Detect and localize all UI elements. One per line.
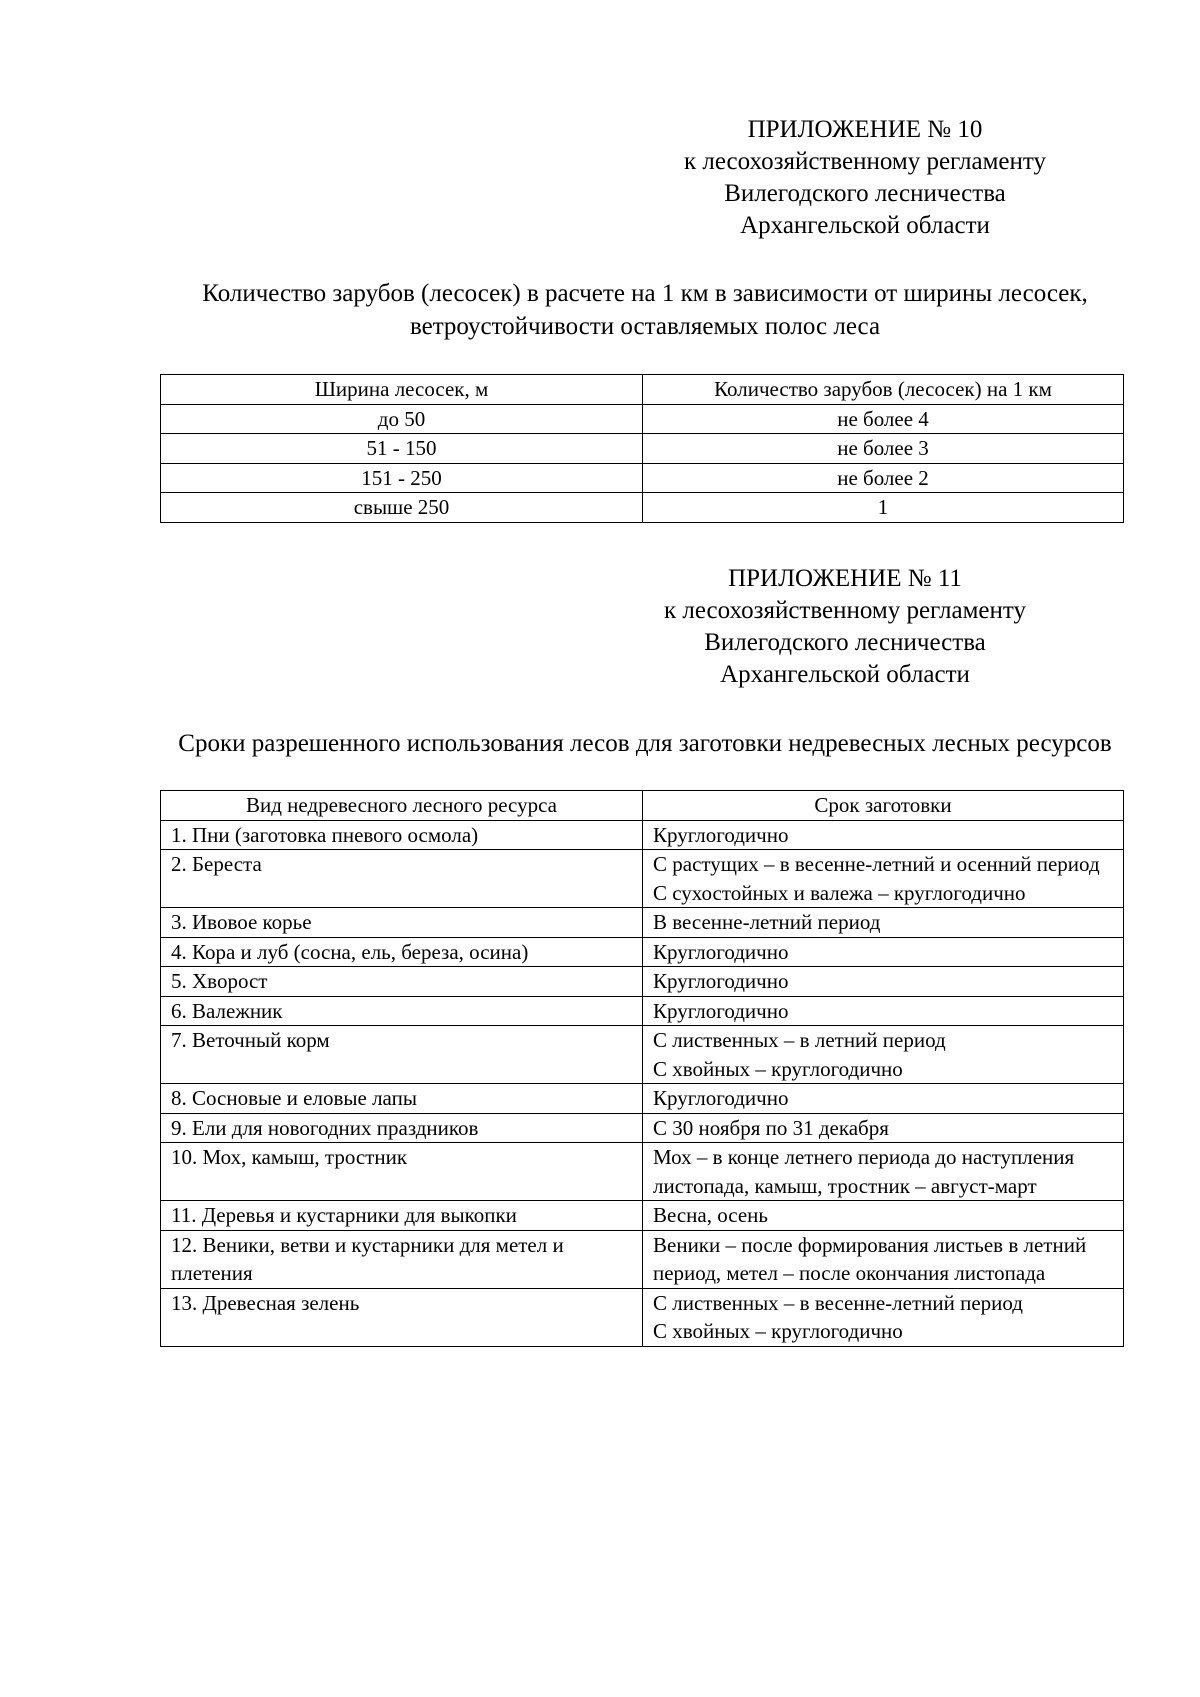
- appendix-11-title: ПРИЛОЖЕНИЕ № 11: [728, 565, 962, 592]
- term-cell: [643, 820, 1124, 850]
- term-cell: [643, 1026, 1124, 1084]
- term-line: Веники – после формирования листьев в летний период, метел – после окончания листопада: [653, 1232, 1087, 1285]
- term-cell: [643, 1201, 1124, 1231]
- width-cell: 51 - 150: [161, 434, 643, 464]
- appendix-11-header: [540, 563, 1150, 691]
- column-header-width: Ширина лесосек, м: [161, 375, 643, 405]
- width-cell: свыше 250: [161, 493, 643, 523]
- column-header-resource: Вид недревесного лесного ресурса: [161, 791, 643, 821]
- table-row: [161, 463, 1124, 493]
- term-line: С лиственных – в летний период: [653, 1028, 946, 1052]
- table-row: [161, 434, 1124, 464]
- column-header-count: Количество зарубов (лесосек) на 1 км: [643, 375, 1124, 405]
- term-cell: [643, 908, 1124, 938]
- resource-cell: 10. Мох, камыш, тростник: [161, 1143, 643, 1201]
- count-cell: 1: [643, 493, 1124, 523]
- table-row: [161, 1113, 1124, 1143]
- table-row: [161, 967, 1124, 997]
- resource-cell: 3. Ивовое корье: [161, 908, 643, 938]
- table-row: [161, 1288, 1124, 1346]
- term-cell: [643, 1230, 1124, 1288]
- table-row: [161, 937, 1124, 967]
- table-11-heading: Сроки разрешенного использования лесов для заготовки недревесных лесных ресурсов: [178, 730, 1112, 757]
- term-line: В весенне-летний период: [653, 910, 881, 934]
- resource-cell: 8. Сосновые и еловые лапы: [161, 1084, 643, 1114]
- appendix-10-header: [560, 114, 1170, 242]
- term-line: Мох – в конце летнего периода до наступления листопада, камыш, тростник – август-март: [653, 1145, 1075, 1198]
- count-cell: не более 2: [643, 463, 1124, 493]
- resource-cell: 13. Древесная зелень: [161, 1288, 643, 1346]
- term-line: Весна, осень: [653, 1203, 768, 1227]
- appendix-10-line-1: к лесохозяйственному регламенту: [683, 148, 1047, 175]
- appendix-11-line-3: Архангельской области: [720, 661, 970, 688]
- term-cell: [643, 1143, 1124, 1201]
- term-cell: [643, 1084, 1124, 1114]
- table-row: [161, 1201, 1124, 1231]
- term-cell: [643, 996, 1124, 1026]
- cutting-count-table: [160, 374, 1124, 523]
- width-cell: 151 - 250: [161, 463, 643, 493]
- non-timber-resources-table: [160, 790, 1124, 1347]
- table-10-heading: Количество зарубов (лесосек) в расчете на 1 км в зависимости от ширины лесосек, ветроустойчивости оставляемых полос леса: [202, 280, 1088, 340]
- term-line: Круглогодично: [653, 939, 789, 964]
- resource-cell: 5. Хворост: [161, 967, 643, 997]
- term-line: С хвойных – круглогодично: [653, 1056, 903, 1081]
- table-header-row: [161, 375, 1124, 405]
- resource-cell: 11. Деревья и кустарники для выкопки: [161, 1201, 643, 1231]
- table-row: [161, 1026, 1124, 1084]
- term-cell: [643, 1288, 1124, 1346]
- term-cell: [643, 850, 1124, 908]
- table-row: [161, 996, 1124, 1026]
- appendix-10-line-3: Архангельской области: [740, 212, 990, 239]
- table-header-row: [161, 791, 1124, 821]
- table-row: [161, 820, 1124, 850]
- term-line: С сухостойных и валежа – круглогодично: [653, 880, 1026, 905]
- term-line: Круглогодично: [653, 969, 789, 993]
- term-line: С хвойных – круглогодично: [653, 1319, 903, 1343]
- table-row: [161, 908, 1124, 938]
- appendix-10-line-2: Вилегодского лесничества: [724, 180, 1006, 207]
- table-row: [161, 1143, 1124, 1201]
- width-cell: до 50: [161, 404, 643, 434]
- resource-cell: 12. Веники, ветви и кустарники для метел и плетения: [161, 1230, 643, 1288]
- appendix-11-line-2: Вилегодского лесничества: [704, 629, 986, 656]
- term-line: С 30 ноября по 31 декабря: [653, 1115, 889, 1140]
- term-cell: [643, 937, 1124, 967]
- table-row: [161, 850, 1124, 908]
- resource-cell: 7. Веточный корм: [161, 1026, 643, 1084]
- table-row: [161, 1230, 1124, 1288]
- term-cell: [643, 967, 1124, 997]
- table-row: [161, 404, 1124, 434]
- resource-cell: 1. Пни (заготовка пневого осмола): [161, 820, 643, 850]
- resource-cell: 9. Ели для новогодних праздников: [161, 1113, 643, 1143]
- term-line: С растущих – в весенне-летний и осенний период: [653, 852, 1100, 876]
- resource-cell: 2. Береста: [161, 850, 643, 908]
- column-header-term: Срок заготовки: [643, 791, 1124, 821]
- count-cell: не более 4: [643, 404, 1124, 434]
- table-row: [161, 493, 1124, 523]
- term-line: Круглогодично: [653, 1086, 789, 1110]
- resource-cell: 6. Валежник: [161, 996, 643, 1026]
- appendix-10-title: ПРИЛОЖЕНИЕ № 10: [747, 116, 983, 143]
- resource-cell: 4. Кора и луб (сосна, ель, береза, осина): [161, 937, 643, 967]
- appendix-11-line-1: к лесохозяйственному регламенту: [663, 597, 1027, 624]
- term-cell: [643, 1113, 1124, 1143]
- term-line: С лиственных – в весенне-летний период: [653, 1290, 1023, 1315]
- term-line: Круглогодично: [653, 998, 789, 1023]
- term-line: Круглогодично: [653, 822, 789, 847]
- table-row: [161, 1084, 1124, 1114]
- count-cell: не более 3: [643, 434, 1124, 464]
